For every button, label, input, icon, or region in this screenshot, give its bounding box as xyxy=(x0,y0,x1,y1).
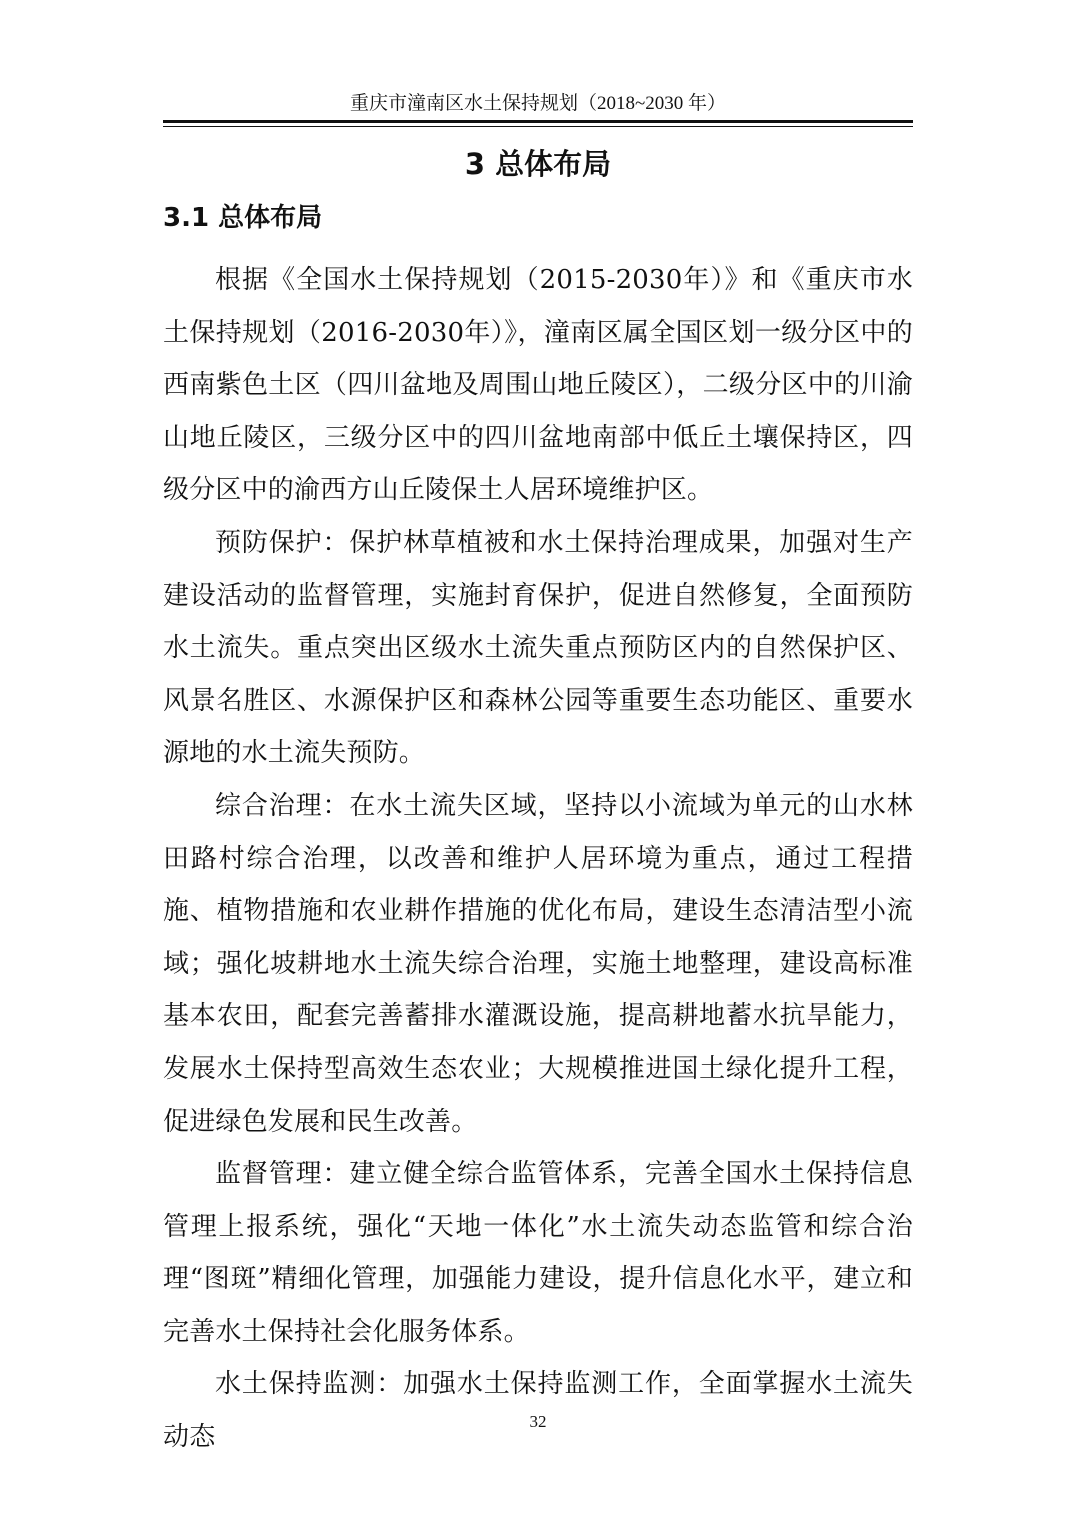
body-text xyxy=(163,254,913,1464)
chapter-title: 3 总体布局 xyxy=(464,147,612,181)
paragraph-comprehensive-treatment: 综合治理：在水土流失区域，坚持以小流域为单元的山水林田路村综合治理，以改善和维护人居环境为重点，通过工程措施、植物措施和农业耕作措施的优化布局，建设生态清洁型小流域；强化坡耕地水土流失综合治理，实施土地整理，建设高标准基本农田，配套完善蓄排水灌溉设施，提高耕地蓄水抗旱能力，发展水土保持型高效生态农业；大规模推进国土绿化提升工程，促进绿色发展和民生改善。 xyxy=(163,790,913,1137)
section-title: 3.1 总体布局 xyxy=(163,203,323,233)
paragraph-supervision: 监督管理：建立健全综合监管体系，完善全国水土保持信息管理上报系统，强化“天地一体化”水土流失动态监管和综合治理“图斑”精细化管理，加强能力建设，提升信息化水平，建立和完善水土保持社会化服务体系。 xyxy=(163,1159,913,1347)
header-rule-thick xyxy=(163,120,913,123)
page-header: 重庆市潼南区水土保持规划（2018~2030 年） xyxy=(349,93,727,114)
header-rule-thin xyxy=(163,126,913,127)
paragraph-prevention: 预防保护：保护林草植被和水土保持治理成果，加强对生产建设活动的监督管理，实施封育保护，促进自然修复，全面预防水土流失。重点突出区级水土流失重点预防区内的自然保护区、风景名胜区、水源保护区和森林公园等重要生态功能区、重要水源地的水土流失预防。 xyxy=(163,527,913,769)
paragraph-zoning: 根据《全国水土保持规划（2015-2030年）》和《重庆市水土保持规划（2016-2030年）》，潼南区属全国区划一级分区中的西南紫色土区（四川盆地及周围山地丘陵区），二级分区中的川渝山地丘陵区，三级分区中的四川盆地南部中低丘土壤保持区，四级分区中的渝西方山丘陵保土人居环境维护区。 xyxy=(163,265,913,506)
paragraph-monitoring: 水土保持监测：加强水土保持监测工作，全面掌握水土流失动态 xyxy=(163,1369,913,1453)
page-number: 32 xyxy=(529,1412,547,1431)
